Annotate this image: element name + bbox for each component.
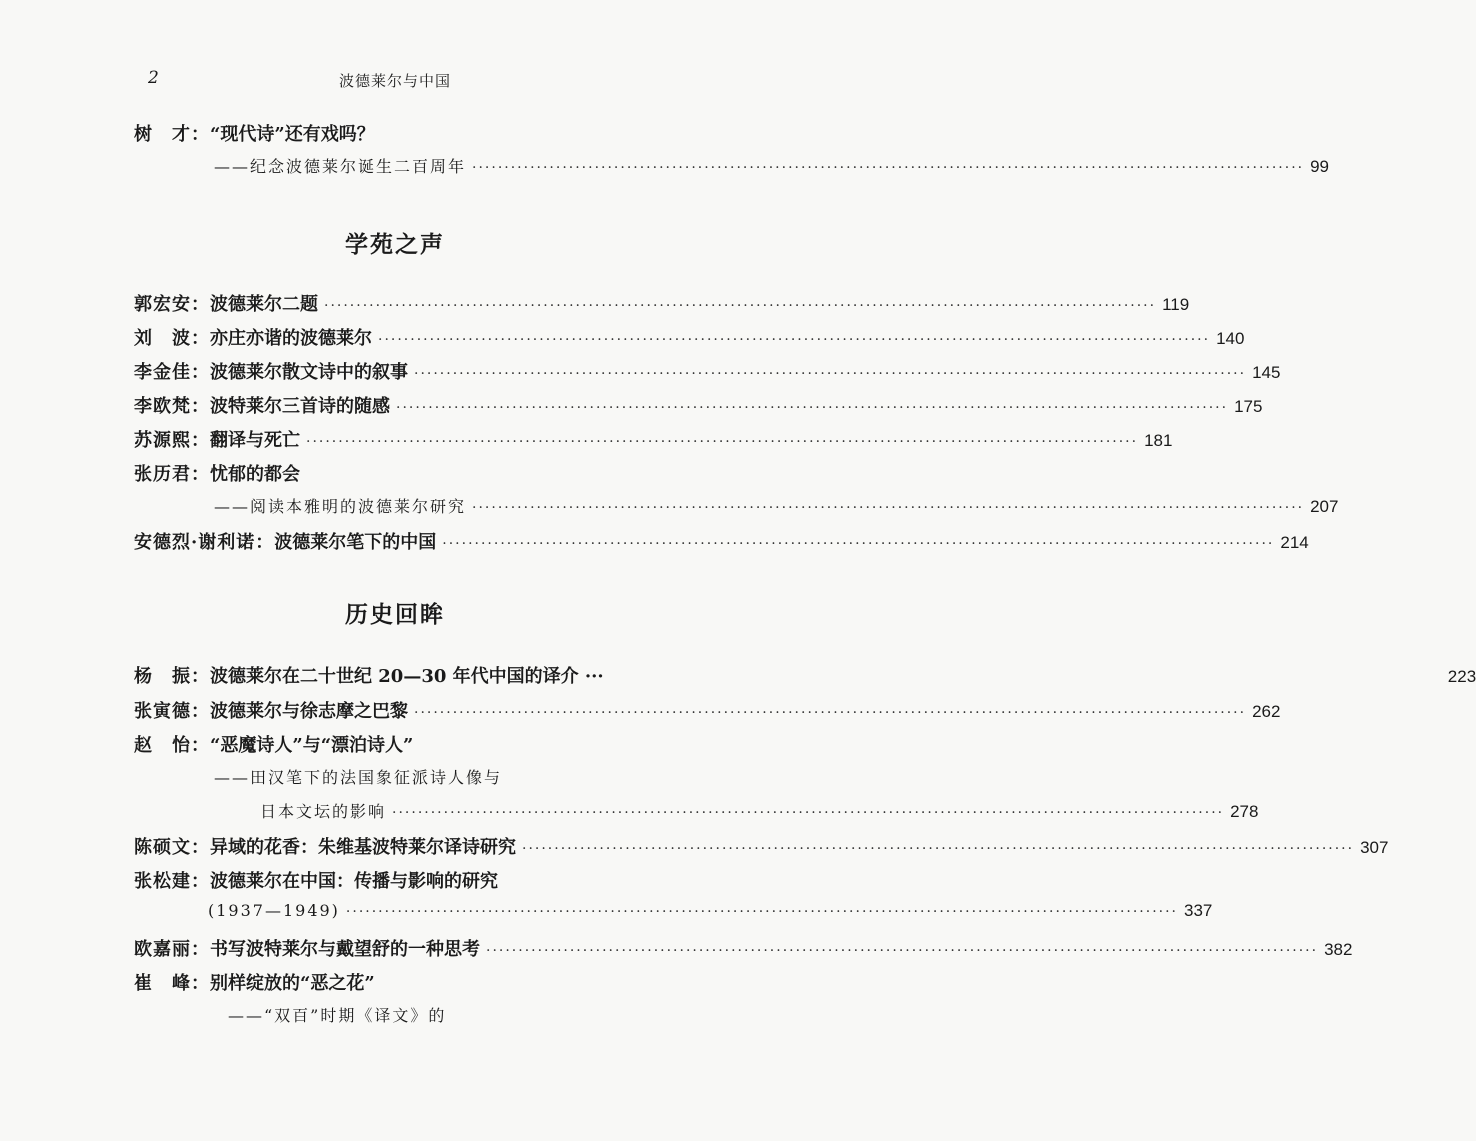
toc-title: 异域的花香：朱维基波特莱尔译诗研究: [210, 837, 516, 858]
toc-entry: [134, 799, 1259, 827]
toc-title: 书写波特莱尔与戴望舒的一种思考: [210, 939, 480, 960]
toc-author: 刘 波：: [134, 328, 210, 349]
toc-author: 安德烈·谢利诺：: [134, 532, 275, 553]
toc-title: 波特莱尔三首诗的随感: [210, 396, 390, 417]
toc-page: 214: [1280, 533, 1309, 552]
toc-entry: [134, 392, 1263, 420]
toc-author: 苏源熙：: [134, 430, 210, 451]
toc-page: 175: [1234, 397, 1263, 416]
leader-dots: [522, 841, 1354, 857]
toc-author: 欧嘉丽：: [134, 939, 210, 960]
toc-author: 李欧梵：: [134, 396, 210, 417]
section-title: 学苑之声: [345, 231, 445, 258]
toc-entry: [134, 969, 684, 997]
leader-dots: [414, 705, 1246, 721]
toc-subtitle: ——“双百”时期《译文》的: [228, 1006, 447, 1025]
toc-entry: [134, 120, 684, 148]
toc-title: “现代诗”还有戏吗？: [210, 124, 375, 145]
toc-author: 李金佳：: [134, 362, 210, 383]
toc-page: 145: [1252, 363, 1281, 382]
toc-title: 忧郁的都会: [210, 464, 300, 485]
toc-title: 波德莱尔散文诗中的叙事: [210, 362, 408, 383]
toc-author: 张松建：: [134, 871, 210, 892]
toc-entry: [134, 833, 1389, 861]
toc-author: 陈硕文：: [134, 837, 210, 858]
toc-author: 树 才：: [134, 124, 210, 145]
toc-entry: [134, 867, 684, 895]
toc-page: 307: [1360, 838, 1389, 857]
toc-entry: [134, 731, 684, 759]
toc-subtitle: ——田汉笔下的法国象征派诗人像与: [214, 768, 503, 787]
toc-author: 崔 峰：: [134, 973, 210, 994]
toc-title: 翻译与死亡: [210, 430, 300, 451]
toc-page: 181: [1144, 431, 1173, 450]
toc-subtitle: ——阅读本雅明的波德莱尔研究: [214, 497, 467, 516]
leader-dots: [414, 366, 1246, 382]
toc-title: 波德莱尔笔下的中国: [274, 532, 437, 553]
toc-entry: [134, 901, 1213, 929]
toc-title: 亦庄亦谐的波德莱尔: [210, 328, 372, 349]
toc-entry: [134, 426, 1173, 454]
toc-author: 杨 振：: [134, 666, 210, 687]
leader-dots: [392, 805, 1224, 821]
toc-page: 223: [1447, 667, 1476, 686]
toc-title: 别样绽放的“恶之花”: [210, 973, 375, 994]
toc-page: 207: [1310, 497, 1339, 516]
toc-page: 262: [1252, 702, 1281, 721]
toc-subtitle: ——纪念波德莱尔诞生二百周年: [214, 157, 467, 176]
leader-dots: [324, 298, 1156, 314]
toc-entry: [134, 662, 1476, 690]
toc-entry: [134, 154, 1330, 182]
toc-title: 波德莱尔二题: [210, 294, 318, 315]
leader-dots: [472, 160, 1304, 176]
toc-page: 99: [1310, 157, 1330, 176]
toc-page: 278: [1230, 802, 1259, 821]
section-title: 历史回眸: [345, 601, 445, 628]
toc-entry: [134, 765, 764, 793]
leader-dots: [396, 400, 1228, 416]
toc-entry: [134, 358, 1281, 386]
toc-page: 119: [1162, 295, 1190, 314]
toc-entry: [134, 935, 1353, 963]
leader-dots: [486, 943, 1318, 959]
toc-entry: [134, 697, 1281, 725]
toc-entry: [134, 494, 1339, 522]
page-number: 2: [148, 68, 159, 88]
running-head: 波德莱尔与中国: [338, 72, 451, 90]
toc-author: 赵 怡：: [134, 735, 210, 756]
leader-dots: [442, 536, 1274, 552]
toc-author: 郭宏安：: [134, 294, 210, 315]
toc-entry: [134, 1003, 778, 1031]
toc-title: 波德莱尔在二十世纪 20—30 年代中国的译介 ···: [210, 666, 604, 687]
toc-author: 张寅德：: [134, 701, 210, 722]
toc-author: 张历君：: [134, 464, 210, 485]
toc-page: 382: [1324, 940, 1353, 959]
leader-dots: [378, 332, 1210, 348]
toc-subtitle: 日本文坛的影响: [260, 802, 387, 821]
toc-entry: [134, 324, 1245, 352]
toc-entry: [134, 290, 1190, 318]
toc-title: 波德莱尔在中国：传播与影响的研究: [210, 871, 498, 892]
leader-dots: [346, 904, 1178, 920]
toc-page: 140: [1216, 329, 1245, 348]
leader-dots: [306, 434, 1138, 450]
leader-dots: [472, 500, 1304, 516]
toc-title: “恶魔诗人”与“漂泊诗人”: [210, 735, 414, 756]
toc-page: 337: [1184, 901, 1213, 920]
toc-subtitle: (1937—1949): [208, 901, 340, 920]
toc-title: 波德莱尔与徐志摩之巴黎: [210, 701, 408, 722]
toc-entry: [134, 528, 1309, 556]
toc-entry: [134, 460, 684, 488]
